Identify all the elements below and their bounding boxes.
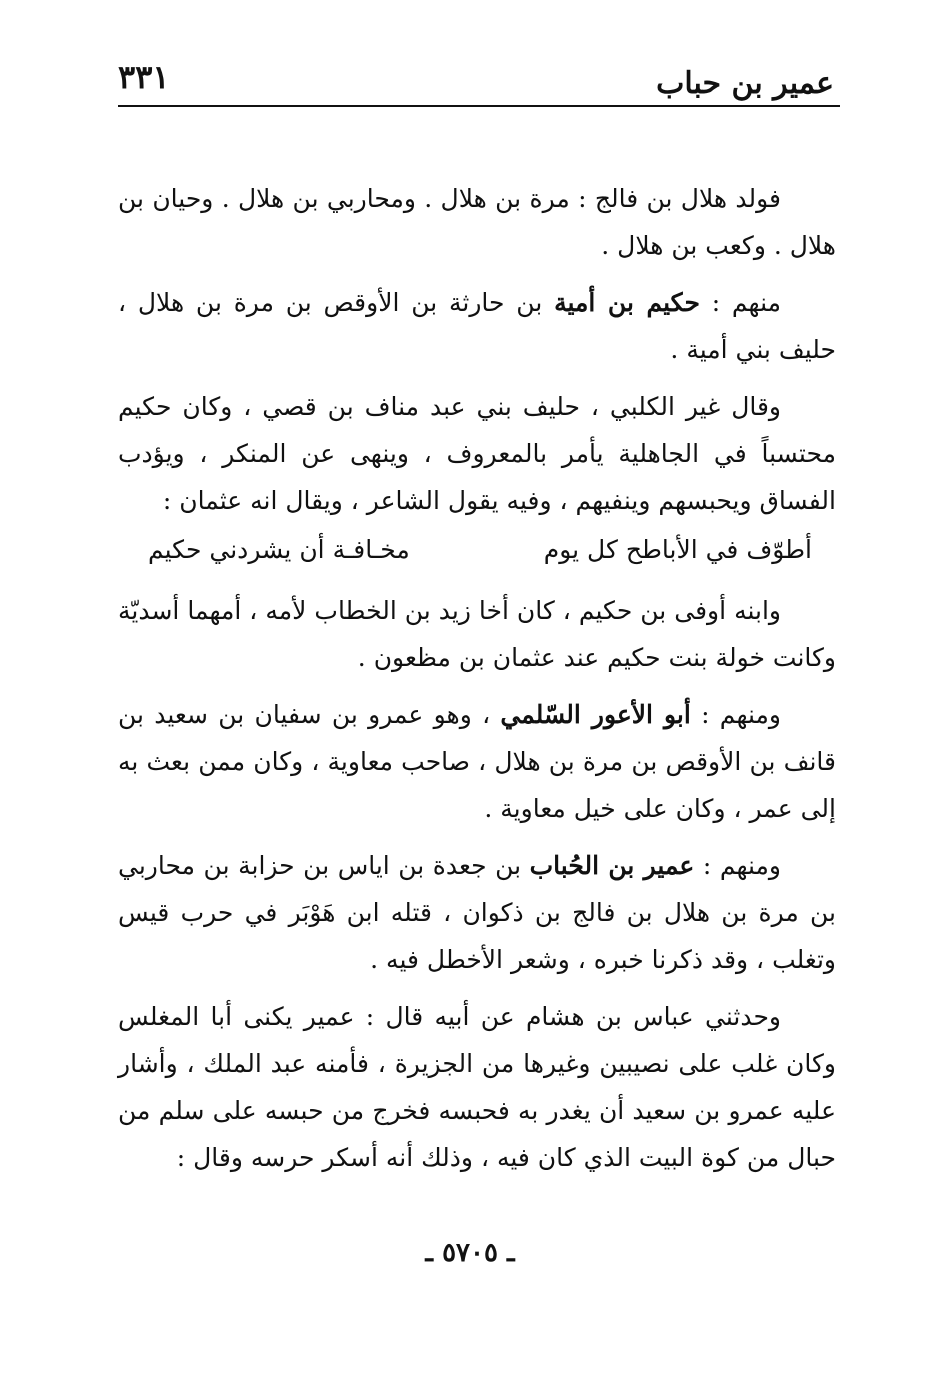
paragraph-1: فولد هلال بن فالج : مرة بن هلال . ومحاربي بن هلال . وحيان بن هلال . وكعب بن هلال . <box>118 184 836 260</box>
page-body <box>118 175 836 1191</box>
paragraph-3: وقال غير الكلبي ، حليف بني عبد مناف بن قصي ، وكان حكيم محتسباً في الجاهلية يأمر بالمعروف ، وينهى عن المنكر ، ويؤدب الفساق ويحبسهم وينفيهم ، وفيه يقول الشاعر ، ويقال انه عثمان : <box>118 392 836 515</box>
person-name-umayr: عمير بن الحُباب <box>529 851 695 880</box>
paragraph-6-rest: بن جعدة بن اياس بن حزابة بن محاربي بن مرة بن هلال بن فالج بن ذكوان ، قتله ابن هَوْبَر في حرب قيس وتغلب ، وقد ذكرنا خبره ، وشعر الأخطل فيه . <box>118 851 836 974</box>
footer-page-marker: ـ ٥٧٠٥ ـ <box>425 1238 515 1268</box>
paragraph-5 <box>118 691 836 832</box>
verse-second-hemistich: مخـافـة أن يشردني حكيم <box>148 535 410 564</box>
running-title: عمير بن حباب <box>656 66 834 101</box>
paragraph-2-rest: بن حارثة بن الأوقص بن مرة بن هلال ، حليف بني أمية . <box>118 288 836 364</box>
paragraph-6 <box>118 842 836 983</box>
paragraph-2 <box>118 279 836 373</box>
paragraph-7: وحدثني عباس بن هشام عن أبيه قال : عمير يكنى أبا المغلس وكان غلب على نصيبين وغيرها من الجزيرة ، فأمنه عبد الملك ، وأشار عليه عمرو بن سعيد أن يغدر به فحبسه فخرج من حبسه على سلم من حبال من كوة البيت الذي كان فيه ، وذلك أنه أسكر حرسه وقال : <box>118 1002 836 1172</box>
page-header <box>118 58 838 106</box>
paragraph-5-rest: ، وهو عمرو بن سفيان بن سعيد بن قانف بن الأوقص بن مرة بن هلال ، صاحب معاوية ، وكان ممن بعث به إلى عمر ، وكان على خيل معاوية . <box>118 700 836 823</box>
person-name-hakim: حكيم بن أمية <box>554 288 700 317</box>
paragraph-5-prefix: ومنهم : <box>690 700 781 729</box>
poem-verse <box>118 526 836 573</box>
paragraph-4: وابنه أوفى بن حكيم ، كان أخا زيد بن الخطاب لأمه ، أمهما أسديّة وكانت خولة بنت حكيم عند عثمان بن مظعون . <box>118 596 836 672</box>
page-number: ٣٣١ <box>118 58 170 96</box>
header-rule <box>118 105 840 107</box>
paragraph-6-prefix: ومنهم : <box>694 851 781 880</box>
paragraph-2-prefix: منهم : <box>699 288 782 317</box>
verse-first-hemistich: أطوّف في الأباطح كل يوم <box>543 535 812 564</box>
person-name-abu-alawar: أبو الأعور السّلمي <box>500 700 691 729</box>
